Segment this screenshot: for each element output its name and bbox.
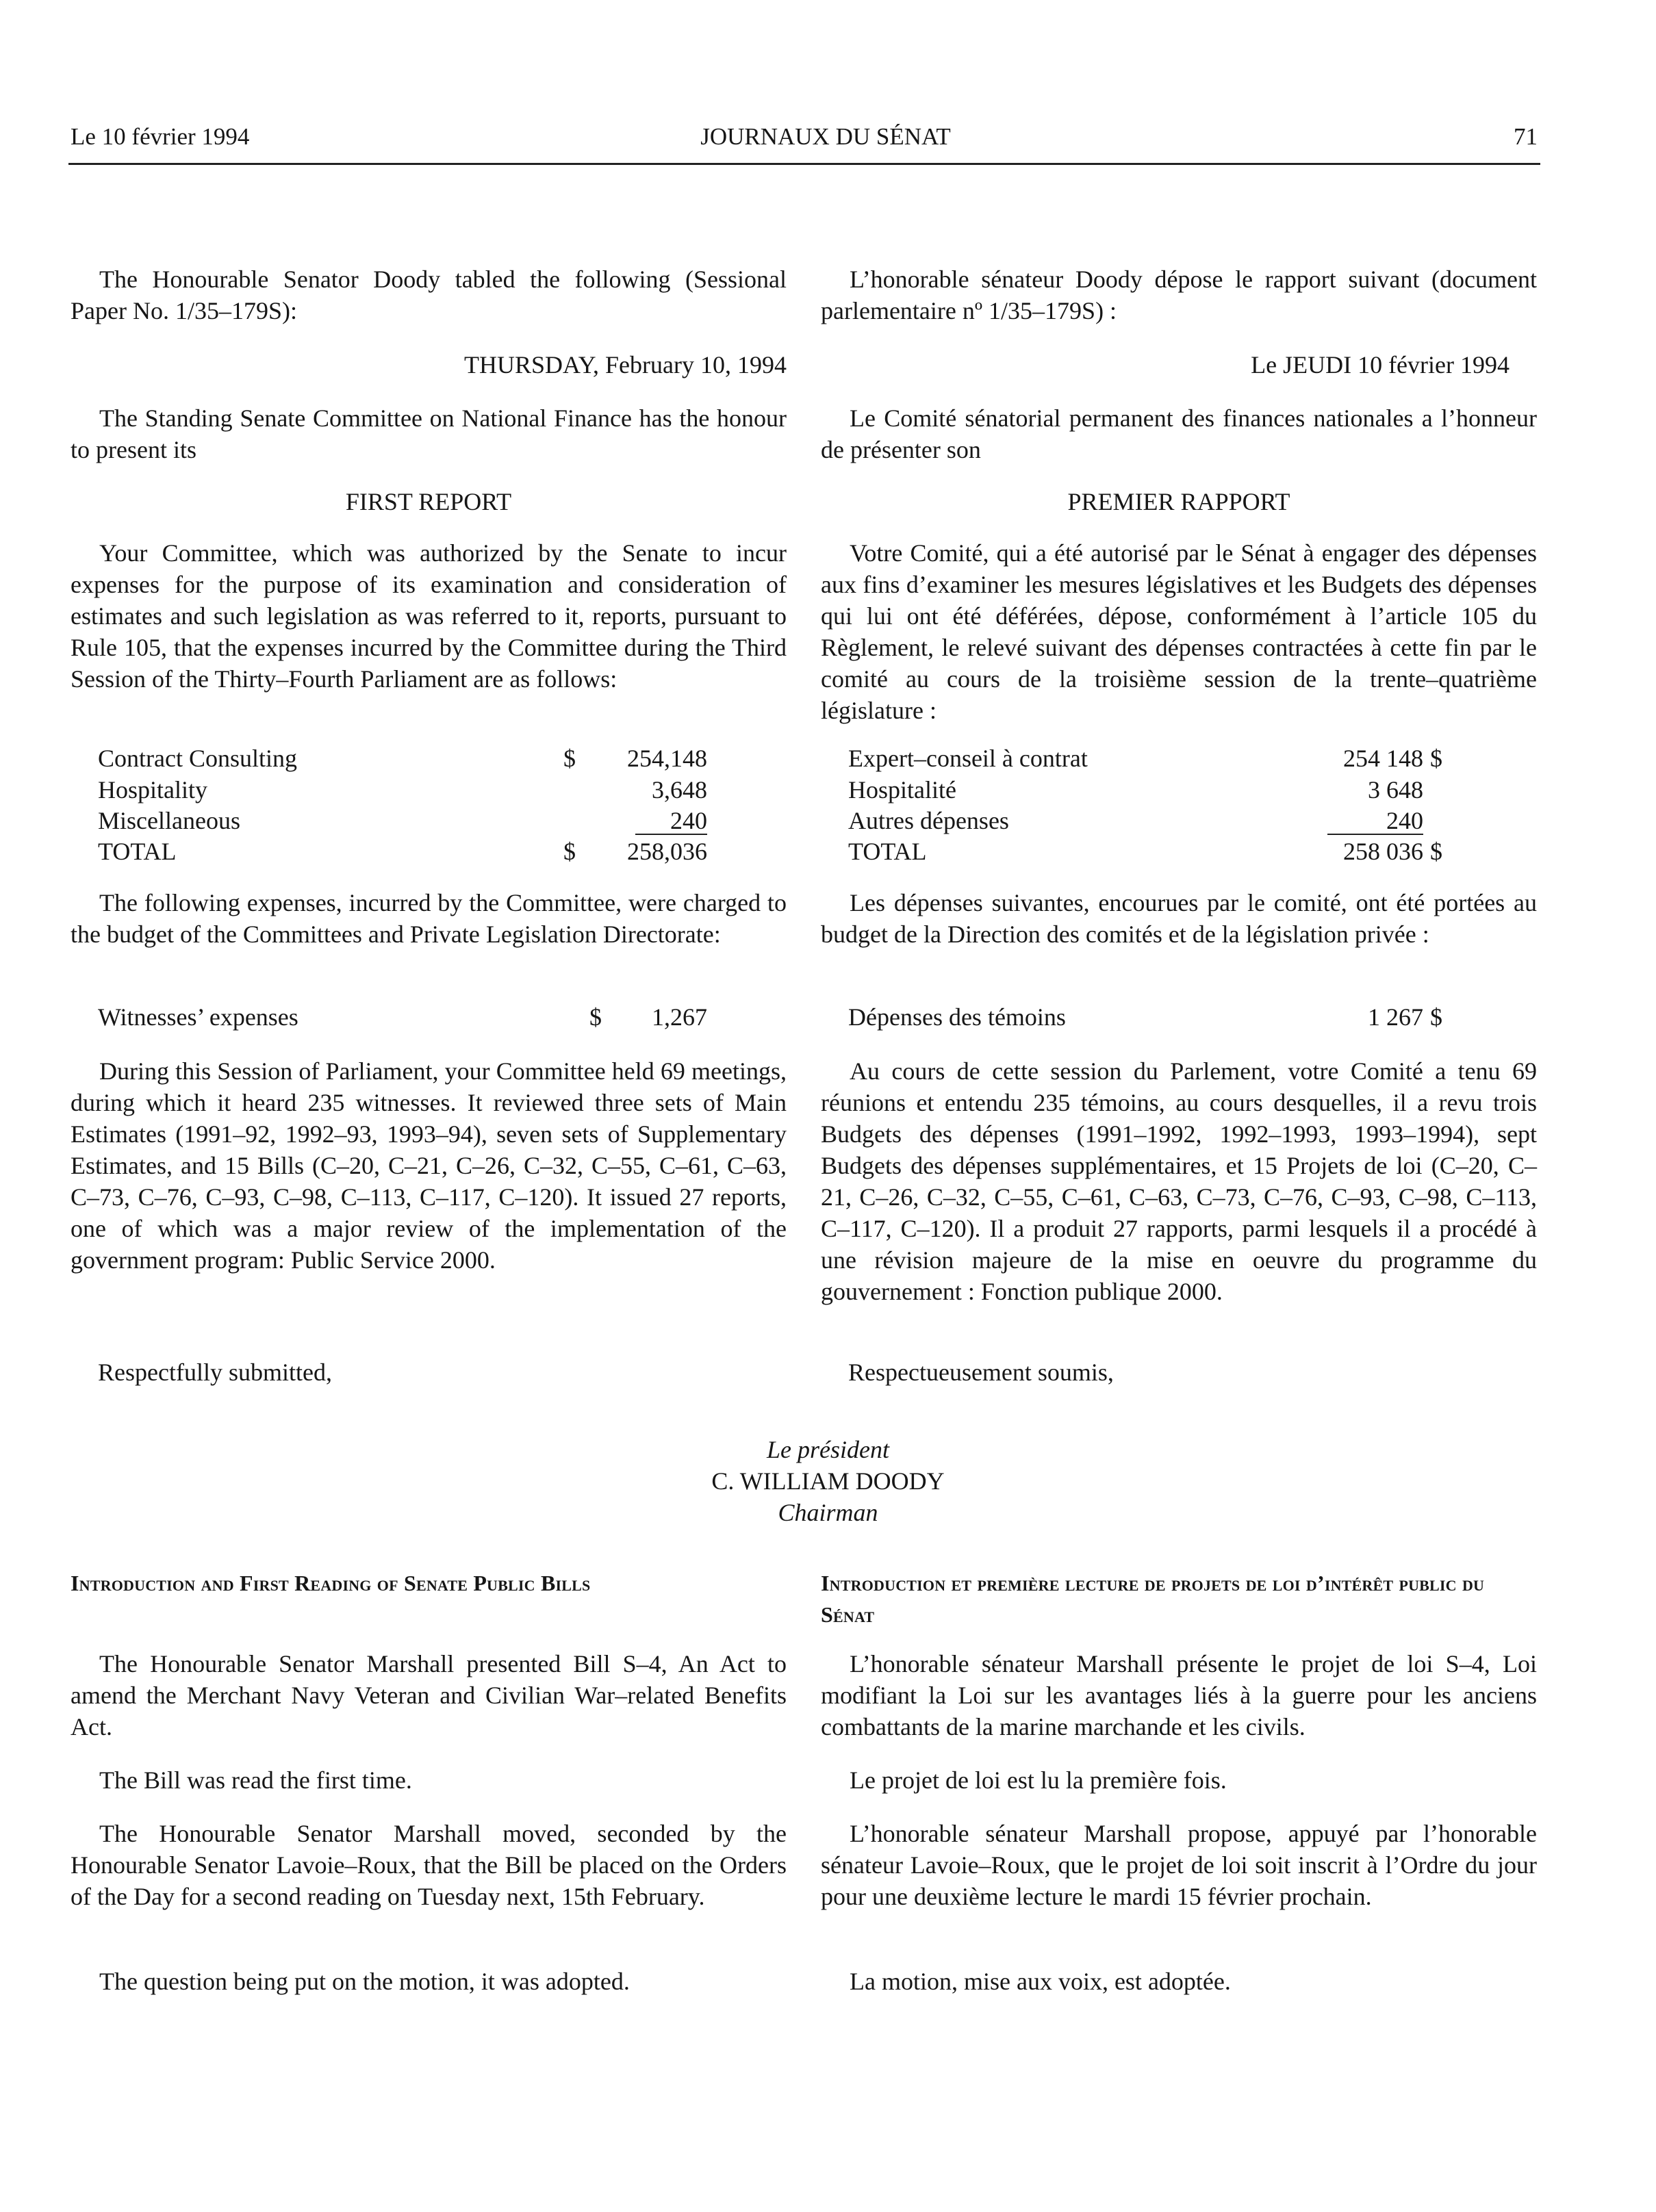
header-rule	[68, 163, 1540, 165]
header-title: JOURNAUX DU SÉNAT	[700, 123, 951, 150]
header-date: Le 10 février 1994	[71, 123, 250, 150]
expense-row	[848, 743, 1537, 774]
expense-label: Miscellaneous	[98, 807, 240, 834]
expense-amount: 254,148	[627, 745, 707, 772]
section-heading: Introduction et première lecture de projets de loi d’intérêt public du Sénat	[821, 1571, 1485, 1627]
motion-paragraph: L’honorable sénateur Marshall propose, appuyé par l’honorable sénateur Lavoie–Roux, que le projet de loi soit inscrit à l’Ordre du jour pour une deuxième lecture le mardi 15 février prochain.	[821, 1820, 1537, 1910]
committee-intro: The Standing Senate Committee on National Finance has the honour to present its	[71, 404, 787, 463]
signature-name: C. WILLIAM DOODY	[711, 1467, 945, 1495]
expense-amount: 258,036	[627, 838, 707, 865]
expense-row	[98, 805, 787, 836]
witness-row	[98, 1001, 787, 1033]
signature-title-fr: Le président	[767, 1436, 889, 1463]
expense-label: Hospitality	[98, 776, 207, 803]
expense-amount: 258 036	[1343, 838, 1423, 865]
session-paragraph: During this Session of Parliament, your Committee held 69 meetings, during which it heard 235 witnesses. It reviewed three sets of Main Estimates (1991–92, 1992–93, 1993–94), seven sets of Supplementary Estimates, and 15 Bills (C–20, C–21, C–26, C–32, C–55, C–61, C–63, C–73, C–76, C–93, C–98, C–113, C–117, C–120). It issued 27 reports, one of which was a major review of the implementation of the government program: Public Service 2000.	[71, 1057, 787, 1274]
expense-total-row	[848, 836, 1537, 867]
report-title: FIRST REPORT	[345, 488, 512, 515]
expense-amount: 254 148	[1343, 745, 1423, 772]
charged-paragraph: Les dépenses suivantes, encourues par le comité, ont été portées au budget de la Direction des comités et de la législation privée :	[821, 889, 1537, 948]
report-date: THURSDAY, February 10, 1994	[463, 351, 787, 378]
witness-amount: 1,267	[652, 1003, 707, 1031]
expense-row	[848, 805, 1537, 836]
report-body: Your Committee, which was authorized by the Senate to incur expenses for the purpose of its examination and consideration of estimates and such legislation as was referred to it, reports, pursuant to Rule 105, that the expenses incurred by the Committee during the Third Session of the Thirty–Fourth Parliament are as follows:	[71, 539, 787, 693]
bill-presented: L’honorable sénateur Marshall présente le projet de loi S–4, Loi modifiant la Loi sur les avantages liés à la guerre pour les anciens combattants de la marine marchande et les civils.	[821, 1650, 1537, 1740]
witness-label: Dépenses des témoins	[848, 1003, 1066, 1031]
witness-currency: $	[589, 1003, 602, 1031]
first-reading: Le projet de loi est lu la première fois.	[850, 1766, 1227, 1794]
expense-currency: $	[1430, 745, 1442, 772]
expense-label: Contract Consulting	[98, 745, 297, 772]
witness-label: Witnesses’ expenses	[98, 1003, 298, 1031]
report-title: PREMIER RAPPORT	[1067, 488, 1290, 515]
motion-adopted: La motion, mise aux voix, est adoptée.	[850, 1968, 1231, 1995]
expense-amount: 240	[577, 805, 707, 836]
expense-label: Hospitalité	[848, 776, 956, 803]
expense-row	[848, 774, 1537, 806]
expense-currency: $	[563, 838, 576, 865]
motion-paragraph: The Honourable Senator Marshall moved, seconded by the Honourable Senator Lavoie–Roux, that the Bill be placed on the Orders of the Day for a second reading on Tuesday next, 15th February.	[71, 1820, 787, 1910]
section-heading: Introduction and First Reading of Senate Public Bills	[71, 1571, 591, 1595]
charged-paragraph: The following expenses, incurred by the Committee, were charged to the budget of the Committees and Private Legislation Directorate:	[71, 889, 787, 948]
tabled-paragraph: The Honourable Senator Doody tabled the following (Sessional Paper No. 1/35–179S):	[71, 266, 787, 324]
tabled-paragraph: L’honorable sénateur Doody dépose le rapport suivant (document parlementaire nº 1/35–179S) :	[821, 266, 1537, 324]
bill-presented: The Honourable Senator Marshall presented Bill S–4, An Act to amend the Merchant Navy Veteran and Civilian War–related Benefits Act.	[71, 1650, 787, 1740]
expense-total-row	[98, 836, 787, 867]
expense-row	[98, 774, 787, 806]
report-date: Le JEUDI 10 février 1994	[1251, 351, 1509, 378]
closing: Respectfully submitted,	[98, 1359, 332, 1386]
expense-label: Autres dépenses	[848, 807, 1009, 834]
committee-intro: Le Comité sénatorial permanent des finances nationales a l’honneur de présenter son	[821, 404, 1537, 463]
expense-row	[98, 743, 787, 774]
expense-amount: 3,648	[652, 776, 707, 803]
expense-amount: 240	[1286, 805, 1423, 836]
signature-title-en: Chairman	[778, 1499, 878, 1526]
witness-currency: $	[1430, 1003, 1442, 1031]
session-paragraph: Au cours de cette session du Parlement, votre Comité a tenu 69 réunions et entendu 235 témoins, au cours desquelles, il a revu trois Budgets des dépenses (1991–1992, 1992–1993, 1993–1994), sept Budgets des dépenses supplémentaires, et 15 Projets de loi (C–20, C–21, C–26, C–32, C–55, C–61, C–63, C–73, C–76, C–93, C–98, C–113, C–117, C–120). Il a produit 27 rapports, parmi lesquels il a procédé à une révision majeure de la mise en oeuvre du programme du gouvernement : Fonction publique 2000.	[821, 1057, 1537, 1305]
expense-label: TOTAL	[848, 838, 927, 865]
report-body: Votre Comité, qui a été autorisé par le Sénat à engager des dépenses aux fins d’examiner les mesures législatives et les Budgets des dépenses qui lui ont été déférées, dépose, conformément à l’article 105 du Règlement, le relevé suivant des dépenses contractées à cette fin par le comité au cours de la troisième session de la trente–quatrième législature :	[821, 539, 1537, 724]
motion-adopted: The question being put on the motion, it was adopted.	[99, 1968, 630, 1995]
expense-label: Expert–conseil à contrat	[848, 745, 1088, 772]
expense-currency: $	[563, 745, 576, 772]
witness-row	[848, 1001, 1537, 1033]
witness-amount: 1 267	[1368, 1003, 1423, 1031]
expense-currency: $	[1430, 838, 1442, 865]
page-number: 71	[1514, 123, 1538, 150]
expense-label: TOTAL	[98, 838, 177, 865]
first-reading: The Bill was read the first time.	[99, 1766, 412, 1794]
closing: Respectueusement soumis,	[848, 1359, 1114, 1386]
expense-amount: 3 648	[1368, 776, 1423, 803]
